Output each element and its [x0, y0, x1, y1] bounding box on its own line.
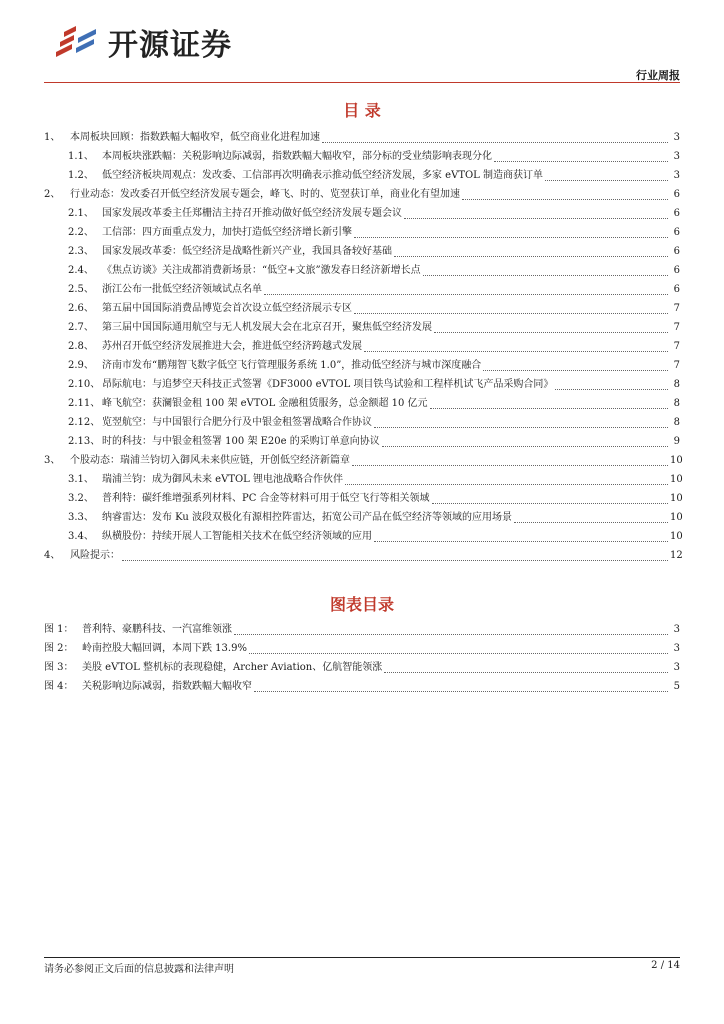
dot-leader [514, 510, 668, 523]
toc-entry-text: 风险提示： [70, 550, 120, 561]
toc-entry-page: 3 [673, 132, 680, 143]
toc-entry-text: 第五届中国国际消费品博览会首次设立低空经济展示专区 [102, 303, 352, 314]
toc-entry-page: 6 [673, 284, 680, 295]
dot-leader [264, 282, 668, 295]
figure-entry[interactable] [44, 639, 680, 658]
toc-title: 目 录 [343, 101, 381, 120]
toc-entry-page: 7 [673, 341, 680, 352]
toc-entry[interactable] [44, 242, 680, 261]
toc-entry-text: 行业动态：发改委召开低空经济发展专题会，峰飞、时的、览翌获订单，商业化有望加速 [70, 189, 460, 200]
toc-entry-text: 峰飞航空：获澜银金租 100 架 eVTOL 金融租赁服务，总金额超 10 亿元 [102, 398, 428, 409]
dot-leader [249, 641, 668, 654]
header-divider [44, 82, 680, 83]
toc-entry-page: 10 [670, 531, 683, 542]
page-indicator: 2 / 14 [651, 960, 680, 971]
figure-entry-number: 图 4： [44, 681, 74, 692]
toc-entry-page: 3 [673, 170, 680, 181]
toc-entry-page: 6 [673, 227, 680, 238]
dot-leader [434, 320, 668, 333]
toc-entry-text: 时的科技：与中银金租签署 100 架 E20e 的采购订单意向协议 [102, 436, 380, 447]
toc-entry-page: 3 [673, 151, 680, 162]
toc-entry[interactable] [44, 185, 680, 204]
toc-entry-page: 6 [673, 208, 680, 219]
dot-leader [354, 225, 668, 238]
toc-entry-page: 10 [670, 474, 683, 485]
toc-entry[interactable] [44, 204, 680, 223]
dot-leader [384, 660, 668, 673]
dot-leader [394, 244, 668, 257]
toc-entry-number: 1.1、 [68, 151, 94, 162]
footer-disclaimer: 请务必参阅正文后面的信息披露和法律声明 [44, 964, 234, 975]
dot-leader [430, 396, 668, 409]
toc-entry-number: 1.2、 [68, 170, 94, 181]
figure-entry-page: 3 [673, 662, 680, 673]
figure-entry-text: 岭南控股大幅回调，本周下跌 13.9% [82, 643, 247, 654]
toc-entry-text: 国家发展改革委主任郑栅洁主持召开推动做好低空经济发展专题会议 [102, 208, 402, 219]
toc-entry-text: 第三届中国国际通用航空与无人机发展大会在北京召开，聚焦低空经济发展 [102, 322, 432, 333]
figure-entry[interactable] [44, 677, 680, 696]
dot-leader [432, 491, 668, 504]
figure-entry-text: 关税影响边际减弱，指数跌幅大幅收窄 [82, 681, 252, 692]
dot-leader [354, 301, 668, 314]
toc-entry[interactable] [44, 280, 680, 299]
logo-mark-icon [50, 22, 102, 62]
dot-leader [404, 206, 668, 219]
figure-entry-page: 3 [673, 643, 680, 654]
toc-entry-number: 3、 [44, 455, 61, 466]
dot-leader [374, 415, 668, 428]
toc-entry-number: 2.3、 [68, 246, 94, 257]
toc-entry-text: 纳睿雷达：发布 Ku 波段双极化有源相控阵雷达，拓宽公司产品在低空经济等领域的应用场景 [102, 512, 513, 523]
figure-list-title: 图表目录 [329, 595, 394, 614]
toc-entry-number: 4、 [44, 550, 61, 561]
report-type-label: 行业周报 [636, 69, 680, 82]
toc-entry[interactable] [44, 394, 680, 413]
toc-entry[interactable] [44, 318, 680, 337]
figure-entry-page: 3 [673, 624, 680, 635]
toc-entry-number: 2.12、 [68, 417, 101, 428]
footer-divider [44, 957, 680, 958]
toc-entry-number: 2.9、 [68, 360, 94, 371]
toc-entry-number: 2、 [44, 189, 61, 200]
dot-leader [254, 679, 668, 692]
toc-entry-number: 3.1、 [68, 474, 94, 485]
toc-entry-page: 8 [673, 379, 680, 390]
toc-entry[interactable] [44, 546, 683, 565]
toc-entry[interactable] [44, 527, 683, 546]
dot-leader [462, 187, 668, 200]
toc-entry-page: 7 [673, 303, 680, 314]
toc-entry-page: 8 [673, 417, 680, 428]
logo-text: 开源证券 [108, 28, 232, 63]
toc-entry-page: 6 [673, 246, 680, 257]
toc-entry[interactable] [44, 261, 680, 280]
toc-entry-number: 2.2、 [68, 227, 94, 238]
toc-entry-text: 纵横股份：持续开展人工智能相关技术在低空经济领域的应用 [102, 531, 372, 542]
toc-list [44, 128, 683, 565]
toc-entry-text: 览翌航空：与中国银行合肥分行及中银金租签署战略合作协议 [102, 417, 372, 428]
dot-leader [234, 622, 668, 635]
dot-leader [322, 130, 668, 143]
toc-entry-text: 普利特：碳纤维增强系列材料、PC 合金等材料可用于低空飞行等相关领域 [102, 493, 430, 504]
figure-entry-text: 普利特、豪鹏科技、一汽富维领涨 [82, 624, 232, 635]
toc-entry-number: 2.5、 [68, 284, 94, 295]
toc-entry[interactable] [44, 356, 680, 375]
toc-entry-page: 10 [670, 512, 683, 523]
figure-entry-text: 美股 eVTOL 整机标的表现稳健，Archer Aviation、亿航智能领涨 [82, 662, 383, 673]
dot-leader [494, 149, 668, 162]
figure-list [44, 620, 680, 696]
toc-entry-page: 6 [673, 189, 680, 200]
toc-entry-number: 2.4、 [68, 265, 94, 276]
toc-entry[interactable] [44, 508, 683, 527]
dot-leader [483, 358, 668, 371]
figure-entry-number: 图 3： [44, 662, 74, 673]
toc-entry-number: 3.3、 [68, 512, 94, 523]
toc-entry-text: 瑞浦兰钧：成为御风未来 eVTOL 锂电池战略合作伙伴 [102, 474, 344, 485]
toc-entry-page: 7 [673, 322, 680, 333]
toc-entry[interactable] [44, 489, 683, 508]
toc-entry-text: 济南市发布“鹏翔智飞数字低空飞行管理服务系统 1.0”，推动低空经济与城市深度融合 [102, 360, 482, 371]
toc-entry[interactable] [44, 375, 680, 394]
company-logo [50, 20, 232, 64]
toc-entry[interactable] [44, 299, 680, 318]
toc-entry-text: 苏州召开低空经济发展推进大会，推进低空经济跨越式发展 [102, 341, 362, 352]
toc-entry[interactable] [44, 413, 680, 432]
toc-entry-number: 3.2、 [68, 493, 94, 504]
toc-entry-text: 《焦点访谈》关注成都消费新场景：“低空+文旅”激发春日经济新增长点 [102, 265, 421, 276]
toc-entry-number: 2.11、 [68, 398, 101, 409]
toc-entry-text: 本周板块回顾：指数跌幅大幅收窄，低空商业化进程加速 [70, 132, 320, 143]
dot-leader [374, 529, 668, 542]
toc-entry[interactable] [44, 223, 680, 242]
toc-entry[interactable] [44, 128, 680, 147]
toc-entry-number: 2.6、 [68, 303, 94, 314]
toc-entry-number: 2.7、 [68, 322, 94, 333]
figure-entry-number: 图 1： [44, 624, 74, 635]
toc-entry[interactable] [44, 166, 680, 185]
dot-leader [122, 548, 668, 561]
toc-entry-page: 12 [670, 550, 683, 561]
dot-leader [545, 168, 668, 181]
toc-entry-text: 国家发展改革委：低空经济是战略性新兴产业，我国具备较好基础 [102, 246, 392, 257]
toc-entry-number: 2.8、 [68, 341, 94, 352]
toc-entry-number: 3.4、 [68, 531, 94, 542]
dot-leader [382, 434, 668, 447]
toc-entry[interactable] [44, 432, 680, 451]
toc-entry-number: 2.10、 [68, 379, 101, 390]
toc-entry-page: 7 [673, 360, 680, 371]
dot-leader [352, 453, 668, 466]
toc-entry[interactable] [44, 470, 683, 489]
figure-entry-page: 5 [673, 681, 680, 692]
toc-entry-text: 浙江公布一批低空经济领域试点名单 [102, 284, 262, 295]
toc-entry-number: 2.1、 [68, 208, 94, 219]
figure-entry-number: 图 2： [44, 643, 74, 654]
toc-entry-page: 9 [673, 436, 680, 447]
toc-entry[interactable] [44, 337, 680, 356]
toc-entry-page: 10 [670, 455, 683, 466]
toc-entry-number: 2.13、 [68, 436, 101, 447]
toc-entry-text: 昂际航电：与追梦空天科技正式签署《DF3000 eVTOL 项目铁鸟试验和工程样机试飞产品采购合同》 [102, 379, 554, 390]
toc-entry-number: 1、 [44, 132, 61, 143]
dot-leader [555, 377, 668, 390]
toc-entry-text: 低空经济板块周观点：发改委、工信部再次明确表示推动低空经济发展，多家 eVTOL 制造商获订单 [102, 170, 544, 181]
dot-leader [364, 339, 668, 352]
toc-entry-page: 10 [670, 493, 683, 504]
toc-entry-text: 本周板块涨跌幅：关税影响边际减弱，指数跌幅大幅收窄，部分标的受业绩影响表现分化 [102, 151, 492, 162]
toc-entry-text: 工信部：四方面重点发力，加快打造低空经济增长新引擎 [102, 227, 352, 238]
toc-entry-page: 8 [673, 398, 680, 409]
toc-entry[interactable] [44, 451, 683, 470]
dot-leader [345, 472, 668, 485]
toc-entry-text: 个股动态：瑞浦兰钧切入御风未来供应链，开创低空经济新篇章 [70, 455, 350, 466]
figure-entry[interactable] [44, 658, 680, 677]
toc-entry[interactable] [44, 147, 680, 166]
figure-entry[interactable] [44, 620, 680, 639]
toc-entry-page: 6 [673, 265, 680, 276]
dot-leader [423, 263, 668, 276]
